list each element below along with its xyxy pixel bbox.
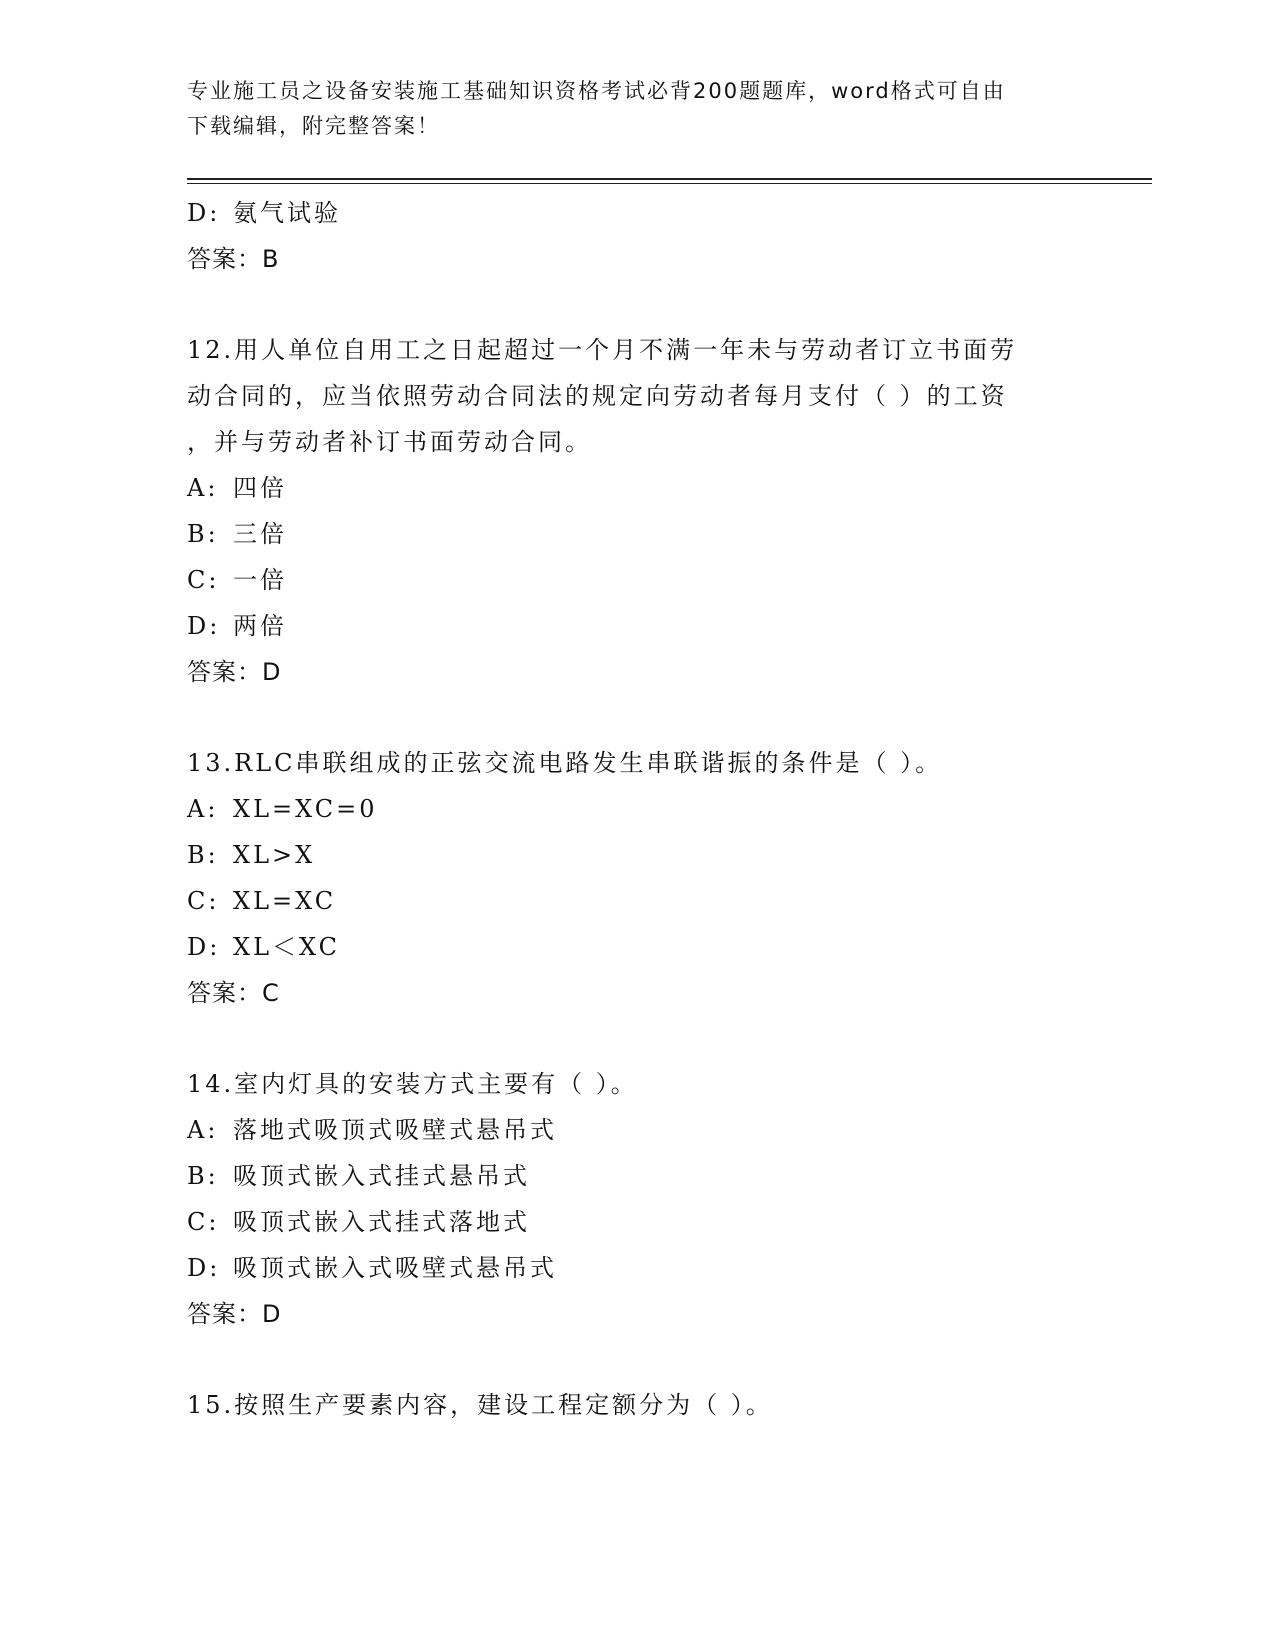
option-text: 氨气试验 xyxy=(233,199,341,227)
question-stem-line: ，并与劳动者补订书面劳动合同。 xyxy=(187,428,592,456)
question-stem-line: 14.室内灯具的安装方式主要有（ ）。 xyxy=(187,1070,638,1098)
question-option xyxy=(187,786,1087,832)
question-stem-line: 13.RLC串联组成的正弦交流电路发生串联谐振的条件是（ ）。 xyxy=(187,749,943,777)
option-text: 三倍 xyxy=(233,520,287,548)
question-option xyxy=(187,1107,1087,1153)
header-rule-thick xyxy=(187,178,1152,180)
option-text: XL＜XC xyxy=(233,933,341,961)
document-header xyxy=(187,74,1067,144)
question-option xyxy=(187,511,1087,557)
question-option xyxy=(187,832,1087,878)
option-text: 两倍 xyxy=(233,612,287,640)
question-option xyxy=(187,1245,1087,1291)
header-rule-thin xyxy=(187,183,1152,184)
question-list xyxy=(187,327,1087,1428)
carry-option-d xyxy=(187,190,1087,236)
option-key: B: xyxy=(187,1162,219,1190)
question-answer: 答案：C xyxy=(187,979,280,1007)
option-text: 一倍 xyxy=(233,566,287,594)
question-gap xyxy=(187,695,1087,740)
question-option xyxy=(187,603,1087,649)
question-option xyxy=(187,1153,1087,1199)
question-answer: 答案：D xyxy=(187,658,282,686)
option-text: XL>X xyxy=(233,841,316,869)
question-block xyxy=(187,327,1087,740)
question-stem-line: 15.按照生产要素内容，建设工程定额分为（ ）。 xyxy=(187,1391,773,1419)
question-option xyxy=(187,878,1087,924)
question-answer: 答案：D xyxy=(187,1300,282,1328)
header-line-2: 下载编辑，附完整答案！ xyxy=(187,114,440,138)
option-text: 落地式吸顶式吸壁式悬吊式 xyxy=(233,1116,557,1144)
option-key: B: xyxy=(187,841,219,869)
option-text: 吸顶式嵌入式吸壁式悬吊式 xyxy=(233,1254,557,1282)
question-gap xyxy=(187,1016,1087,1061)
option-key: B: xyxy=(187,520,219,548)
option-key: D: xyxy=(187,933,221,961)
question-block xyxy=(187,1061,1087,1382)
question-gap xyxy=(187,1337,1087,1382)
option-key: D: xyxy=(187,199,221,227)
question-gap xyxy=(187,282,1087,327)
option-key: D: xyxy=(187,612,221,640)
option-text: XL=XC=0 xyxy=(233,795,378,823)
question-stem-line: 12.用人单位自用工之日起超过一个月不满一年未与劳动者订立书面劳 xyxy=(187,336,1018,364)
header-line-1: 专业施工员之设备安装施工基础知识资格考试必背200题题库，word格式可自由 xyxy=(187,79,1006,103)
option-text: 吸顶式嵌入式挂式落地式 xyxy=(233,1208,530,1236)
question-content xyxy=(187,190,1087,1428)
option-text: 四倍 xyxy=(233,474,287,502)
option-key: A: xyxy=(187,1116,219,1144)
option-key: C: xyxy=(187,566,220,594)
question-option xyxy=(187,924,1087,970)
carry-answer: 答案：B xyxy=(187,245,280,273)
option-key: A: xyxy=(187,474,219,502)
option-key: D: xyxy=(187,1254,221,1282)
option-key: A: xyxy=(187,795,219,823)
question-block xyxy=(187,740,1087,1061)
question-option xyxy=(187,465,1087,511)
option-key: C: xyxy=(187,887,220,915)
option-text: 吸顶式嵌入式挂式悬吊式 xyxy=(233,1162,530,1190)
question-option xyxy=(187,557,1087,603)
option-text: XL=XC xyxy=(233,887,337,915)
option-key: C: xyxy=(187,1208,220,1236)
question-option xyxy=(187,1199,1087,1245)
question-stem-line: 动合同的，应当依照劳动合同法的规定向劳动者每月支付（ ）的工资 xyxy=(187,382,1008,410)
question-block xyxy=(187,1382,1087,1428)
